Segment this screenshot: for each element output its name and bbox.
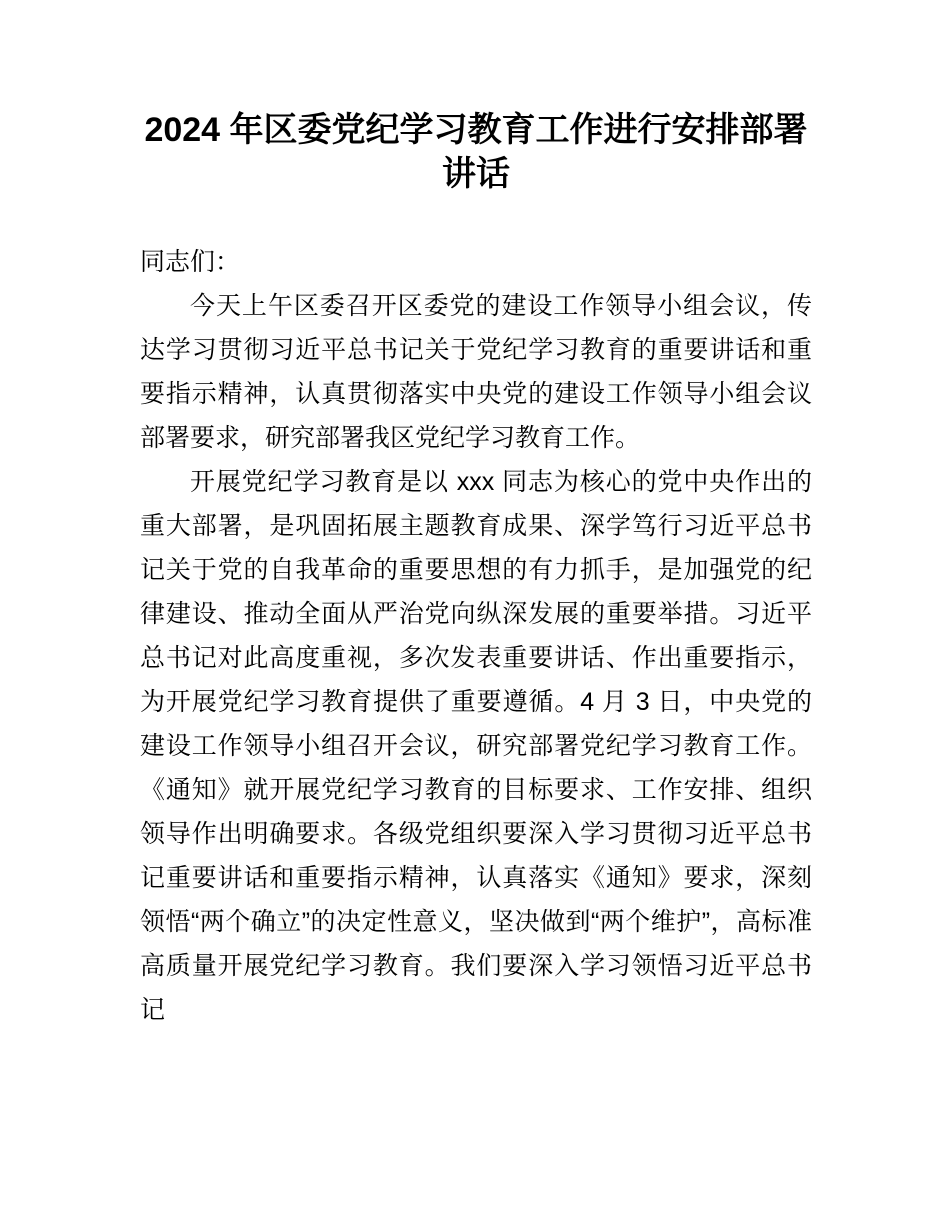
blank-line (140, 196, 812, 240)
paragraph-opening: 今天上午区委召开区委党的建设工作领导小组会议，传达学习贯彻习近平总书记关于党纪学习教育的重要讲话和重要指示精神，认真贯彻落实中央党的建设工作领导小组会议部署要求，研究部署我区党纪学习教育工作。 (140, 292, 812, 452)
paragraph-significance: 开展党纪学习教育是以 xxx 同志为核心的党中央作出的重大部署，是巩固拓展主题教育成果、深学笃行习近平总书记关于党的自我革命的重要思想的有力抓手，是加强党的纪律建设、推动全面从严治党向纵深发展的重要举措。习近平总书记对此高度重视，多次发表重要讲话、作出重要指示，为开展党纪学习教育提供了重要遵循。4 月 3 日，中央党的建设工作领导小组召开会议，研究部署党纪学习教育工作。《通知》就开展党纪学习教育的目标要求、工作安排、组织领导作出明确要求。各级党组织要深入学习贯彻习近平总书记重要讲话和重要指示精神，认真落实《通知》要求，深刻领悟“两个确立”的决定性意义，坚决做到“两个维护”，高标准高质量开展党纪学习教育。我们要深入学习领悟习近平总书记 (140, 468, 812, 1024)
document-subtitle: 讲话 (442, 155, 510, 193)
salutation: 同志们： (140, 248, 241, 276)
document-title: 2024 年区委党纪学习教育工作进行安排部署 (144, 111, 808, 149)
